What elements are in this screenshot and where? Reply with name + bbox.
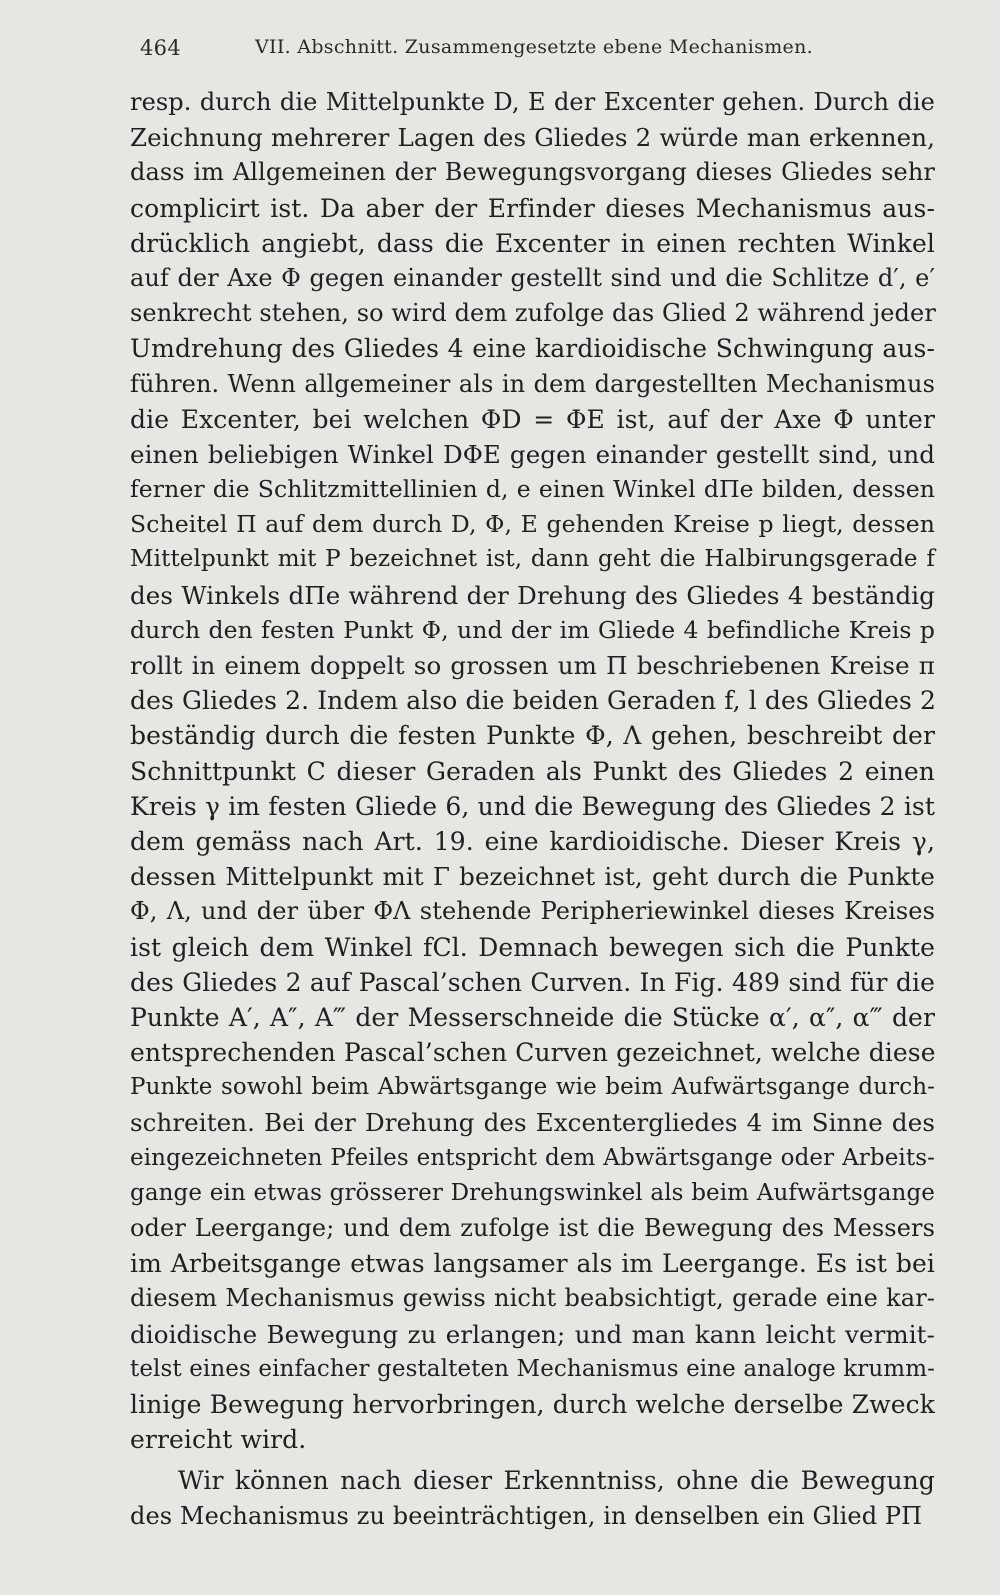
text-line: senkrecht stehen, so wird dem zufolge das Glied 2 während jeder <box>130 299 936 328</box>
text-line: schreiten. Bei der Drehung des Excentergliedes 4 im Sinne des <box>130 1108 935 1138</box>
text-line: beständig durch die festen Punkte Φ, Λ gehen, beschreibt der <box>130 721 935 751</box>
text-line: Kreis γ im festen Gliede 6, und die Bewegung des Gliedes 2 ist <box>130 791 935 821</box>
text-line: eingezeichneten Pfeiles entspricht dem Abwärtsgange oder Arbeits- <box>130 1144 935 1171</box>
text-line: Punkte A′, A″, A‴ der Messerschneide die Stücke α′, α″, α‴ der <box>130 1002 935 1032</box>
text-line: dem gemäss nach Art. 19. eine kardioidische. Dieser Kreis γ, <box>130 826 935 856</box>
text-line: erreicht wird. <box>130 1425 307 1455</box>
text-line: entsprechenden Pascal’schen Curven gezeichnet, welche diese <box>130 1038 936 1068</box>
text-line: telst eines einfacher gestalteten Mechanismus eine analoge krumm- <box>130 1355 935 1382</box>
text-line: die Excenter, bei welchen ΦD = ΦE ist, auf der Axe Φ unter <box>130 404 935 434</box>
text-line: des Gliedes 2 auf Pascal’schen Curven. In Fig. 489 sind für die <box>130 967 935 997</box>
running-head: VII. Abschnitt. Zusammengesetzte ebene Mechanismen. <box>255 36 813 58</box>
body-text <box>130 85 935 1534</box>
text-line: oder Leergange; und dem zufolge ist die Bewegung des Messers <box>130 1214 935 1242</box>
text-line: Umdrehung des Gliedes 4 eine kardioidische Schwingung aus- <box>130 334 935 364</box>
text-line: Mittelpunkt mit P bezeichnet ist, dann geht die Halbirungsgerade f <box>130 546 935 573</box>
text-line: Schnittpunkt C dieser Geraden als Punkt des Gliedes 2 einen <box>130 756 935 786</box>
text-line: gange ein etwas grösserer Drehungswinkel als beim Aufwärtsgange <box>130 1179 935 1206</box>
text-line: Zeichnung mehrerer Lagen des Gliedes 2 würde man erkennen, <box>130 123 935 153</box>
text-line: Wir können nach dieser Erkenntniss, ohne die Bewegung <box>178 1466 935 1496</box>
text-line: des Winkels dΠe während der Drehung des Gliedes 4 beständig <box>130 580 935 610</box>
text-line: Φ, Λ, und der über ΦΛ stehende Peripheriewinkel dieses Kreises <box>130 897 935 926</box>
text-line: führen. Wenn allgemeiner als in dem dargestellten Mechanismus <box>130 369 935 398</box>
text-line: linige Bewegung hervorbringen, durch welche derselbe Zweck <box>130 1389 935 1419</box>
text-line: des Gliedes 2. Indem also die beiden Geraden f, l des Gliedes 2 <box>130 686 937 716</box>
text-line: Punkte sowohl beim Abwärtsgange wie beim Aufwärtsgange durch- <box>130 1074 935 1101</box>
text-line: einen beliebigen Winkel DΦE gegen einander gestellt sind, und <box>130 439 935 469</box>
page-number: 464 <box>140 36 181 60</box>
text-line: rollt in einem doppelt so grossen um Π beschriebenen Kreise π <box>130 651 935 680</box>
text-line: durch den festen Punkt Φ, und der im Gliede 4 befindliche Kreis p <box>130 615 935 644</box>
text-line: im Arbeitsgange etwas langsamer als im Leergange. Es ist bei <box>130 1249 935 1279</box>
text-line: complicirt ist. Da aber der Erfinder dieses Mechanismus aus- <box>130 193 935 223</box>
text-line: Scheitel Π auf dem durch D, Φ, E gehenden Kreise p liegt, dessen <box>130 510 935 539</box>
text-line: diesem Mechanismus gewiss nicht beabsichtigt, gerade eine kar- <box>130 1284 935 1313</box>
text-line: dioidische Bewegung zu erlangen; und man kann leicht vermit- <box>130 1319 935 1349</box>
text-line: ferner die Schlitzmittellinien d, e einen Winkel dΠe bilden, dessen <box>130 475 935 504</box>
text-line: dessen Mittelpunkt mit Γ bezeichnet ist, geht durch die Punkte <box>130 862 935 892</box>
text-line: drücklich angiebt, dass die Excenter in einen rechten Winkel <box>130 228 935 258</box>
text-line: des Mechanismus zu beeinträchtigen, in denselben ein Glied PΠ <box>130 1501 923 1530</box>
text-line: dass im Allgemeinen der Bewegungsvorgang dieses Gliedes sehr <box>130 158 935 187</box>
text-line: auf der Axe Φ gegen einander gestellt sind und die Schlitze d′, e′ <box>130 263 935 292</box>
page-header <box>140 30 940 66</box>
text-line: ist gleich dem Winkel fCl. Demnach bewegen sich die Punkte <box>130 932 935 962</box>
text-line: resp. durch die Mittelpunkte D, E der Excenter gehen. Durch die <box>130 88 935 116</box>
